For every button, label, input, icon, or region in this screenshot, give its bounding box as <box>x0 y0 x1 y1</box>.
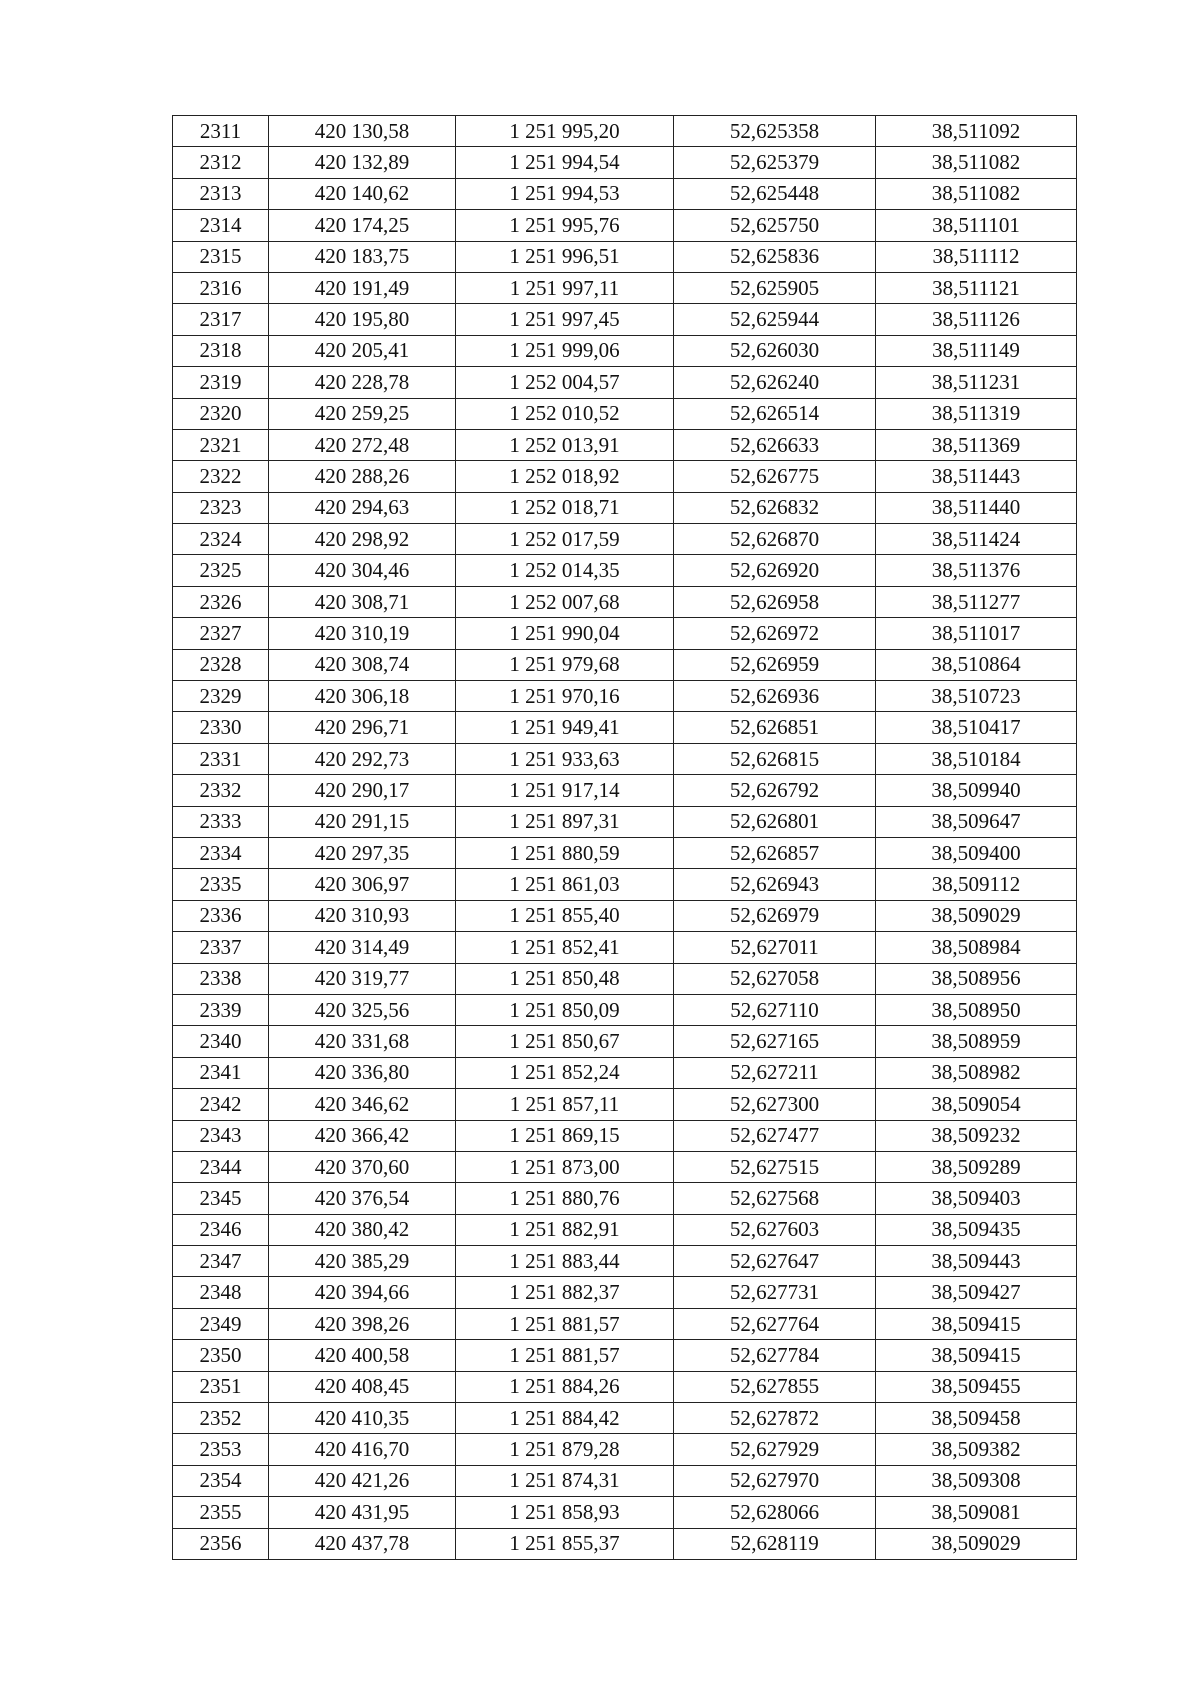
table-row <box>173 492 1077 523</box>
table-row <box>173 775 1077 806</box>
longitude-cell: 38,511017 <box>876 618 1077 649</box>
latitude-cell: 52,626851 <box>674 712 876 743</box>
longitude-cell: 38,509289 <box>876 1151 1077 1182</box>
y-coordinate-cell: 1 251 879,28 <box>456 1434 674 1465</box>
latitude-cell: 52,627872 <box>674 1403 876 1434</box>
point-number-cell: 2339 <box>173 994 269 1025</box>
x-coordinate-cell: 420 296,71 <box>269 712 456 743</box>
y-coordinate-cell: 1 251 882,91 <box>456 1214 674 1245</box>
point-number-cell: 2326 <box>173 586 269 617</box>
latitude-cell: 52,627058 <box>674 963 876 994</box>
point-number-cell: 2348 <box>173 1277 269 1308</box>
y-coordinate-cell: 1 251 869,15 <box>456 1120 674 1151</box>
x-coordinate-cell: 420 366,42 <box>269 1120 456 1151</box>
longitude-cell: 38,511319 <box>876 398 1077 429</box>
point-number-cell: 2329 <box>173 681 269 712</box>
y-coordinate-cell: 1 251 881,57 <box>456 1308 674 1339</box>
longitude-cell: 38,509458 <box>876 1403 1077 1434</box>
x-coordinate-cell: 420 376,54 <box>269 1183 456 1214</box>
point-number-cell: 2340 <box>173 1026 269 1057</box>
latitude-cell: 52,626801 <box>674 806 876 837</box>
latitude-cell: 52,626815 <box>674 743 876 774</box>
y-coordinate-cell: 1 252 014,35 <box>456 555 674 586</box>
latitude-cell: 52,625905 <box>674 272 876 303</box>
y-coordinate-cell: 1 251 884,42 <box>456 1403 674 1434</box>
x-coordinate-cell: 420 314,49 <box>269 932 456 963</box>
point-number-cell: 2334 <box>173 837 269 868</box>
x-coordinate-cell: 420 331,68 <box>269 1026 456 1057</box>
longitude-cell: 38,510184 <box>876 743 1077 774</box>
x-coordinate-cell: 420 400,58 <box>269 1340 456 1371</box>
point-number-cell: 2343 <box>173 1120 269 1151</box>
y-coordinate-cell: 1 251 996,51 <box>456 241 674 272</box>
table-row <box>173 649 1077 680</box>
latitude-cell: 52,627603 <box>674 1214 876 1245</box>
x-coordinate-cell: 420 292,73 <box>269 743 456 774</box>
table-row <box>173 398 1077 429</box>
x-coordinate-cell: 420 174,25 <box>269 210 456 241</box>
point-number-cell: 2318 <box>173 335 269 366</box>
y-coordinate-cell: 1 251 873,00 <box>456 1151 674 1182</box>
longitude-cell: 38,509029 <box>876 900 1077 931</box>
longitude-cell: 38,509455 <box>876 1371 1077 1402</box>
table-row <box>173 1403 1077 1434</box>
longitude-cell: 38,509435 <box>876 1214 1077 1245</box>
table-row <box>173 1026 1077 1057</box>
y-coordinate-cell: 1 251 857,11 <box>456 1089 674 1120</box>
latitude-cell: 52,628066 <box>674 1497 876 1528</box>
y-coordinate-cell: 1 251 933,63 <box>456 743 674 774</box>
point-number-cell: 2320 <box>173 398 269 429</box>
latitude-cell: 52,626972 <box>674 618 876 649</box>
y-coordinate-cell: 1 251 995,20 <box>456 116 674 147</box>
point-number-cell: 2328 <box>173 649 269 680</box>
table-row <box>173 618 1077 649</box>
y-coordinate-cell: 1 251 880,59 <box>456 837 674 868</box>
longitude-cell: 38,511126 <box>876 304 1077 335</box>
point-number-cell: 2319 <box>173 367 269 398</box>
x-coordinate-cell: 420 437,78 <box>269 1528 456 1559</box>
y-coordinate-cell: 1 251 855,37 <box>456 1528 674 1559</box>
point-number-cell: 2352 <box>173 1403 269 1434</box>
table-row <box>173 1434 1077 1465</box>
longitude-cell: 38,511112 <box>876 241 1077 272</box>
longitude-cell: 38,511424 <box>876 524 1077 555</box>
table-row <box>173 178 1077 209</box>
longitude-cell: 38,511443 <box>876 461 1077 492</box>
latitude-cell: 52,626943 <box>674 869 876 900</box>
longitude-cell: 38,509940 <box>876 775 1077 806</box>
y-coordinate-cell: 1 251 883,44 <box>456 1246 674 1277</box>
table-row <box>173 932 1077 963</box>
y-coordinate-cell: 1 252 010,52 <box>456 398 674 429</box>
y-coordinate-cell: 1 252 017,59 <box>456 524 674 555</box>
latitude-cell: 52,627929 <box>674 1434 876 1465</box>
table-row <box>173 367 1077 398</box>
point-number-cell: 2331 <box>173 743 269 774</box>
table-row <box>173 241 1077 272</box>
longitude-cell: 38,509443 <box>876 1246 1077 1277</box>
y-coordinate-cell: 1 251 881,57 <box>456 1340 674 1371</box>
y-coordinate-cell: 1 251 850,48 <box>456 963 674 994</box>
latitude-cell: 52,627477 <box>674 1120 876 1151</box>
longitude-cell: 38,511101 <box>876 210 1077 241</box>
latitude-cell: 52,626514 <box>674 398 876 429</box>
point-number-cell: 2355 <box>173 1497 269 1528</box>
latitude-cell: 52,627568 <box>674 1183 876 1214</box>
x-coordinate-cell: 420 336,80 <box>269 1057 456 1088</box>
y-coordinate-cell: 1 251 852,24 <box>456 1057 674 1088</box>
point-number-cell: 2314 <box>173 210 269 241</box>
table-row <box>173 900 1077 931</box>
table-row <box>173 524 1077 555</box>
latitude-cell: 52,625944 <box>674 304 876 335</box>
x-coordinate-cell: 420 310,19 <box>269 618 456 649</box>
longitude-cell: 38,508982 <box>876 1057 1077 1088</box>
table-row <box>173 586 1077 617</box>
y-coordinate-cell: 1 251 979,68 <box>456 649 674 680</box>
table-row <box>173 681 1077 712</box>
latitude-cell: 52,626959 <box>674 649 876 680</box>
point-number-cell: 2313 <box>173 178 269 209</box>
latitude-cell: 52,627970 <box>674 1465 876 1496</box>
latitude-cell: 52,626857 <box>674 837 876 868</box>
x-coordinate-cell: 420 370,60 <box>269 1151 456 1182</box>
y-coordinate-cell: 1 251 850,09 <box>456 994 674 1025</box>
point-number-cell: 2317 <box>173 304 269 335</box>
table-row <box>173 461 1077 492</box>
point-number-cell: 2354 <box>173 1465 269 1496</box>
longitude-cell: 38,511440 <box>876 492 1077 523</box>
point-number-cell: 2336 <box>173 900 269 931</box>
x-coordinate-cell: 420 294,63 <box>269 492 456 523</box>
x-coordinate-cell: 420 416,70 <box>269 1434 456 1465</box>
latitude-cell: 52,627110 <box>674 994 876 1025</box>
y-coordinate-cell: 1 251 917,14 <box>456 775 674 806</box>
latitude-cell: 52,626920 <box>674 555 876 586</box>
table-row <box>173 712 1077 743</box>
longitude-cell: 38,509415 <box>876 1308 1077 1339</box>
table-row <box>173 963 1077 994</box>
y-coordinate-cell: 1 251 995,76 <box>456 210 674 241</box>
latitude-cell: 52,625379 <box>674 147 876 178</box>
latitude-cell: 52,625448 <box>674 178 876 209</box>
longitude-cell: 38,509112 <box>876 869 1077 900</box>
latitude-cell: 52,627211 <box>674 1057 876 1088</box>
x-coordinate-cell: 420 319,77 <box>269 963 456 994</box>
y-coordinate-cell: 1 251 994,53 <box>456 178 674 209</box>
x-coordinate-cell: 420 298,92 <box>269 524 456 555</box>
longitude-cell: 38,509029 <box>876 1528 1077 1559</box>
y-coordinate-cell: 1 252 013,91 <box>456 429 674 460</box>
table-row <box>173 994 1077 1025</box>
longitude-cell: 38,511231 <box>876 367 1077 398</box>
x-coordinate-cell: 420 398,26 <box>269 1308 456 1339</box>
table-row <box>173 1151 1077 1182</box>
latitude-cell: 52,625358 <box>674 116 876 147</box>
point-number-cell: 2341 <box>173 1057 269 1088</box>
point-number-cell: 2342 <box>173 1089 269 1120</box>
y-coordinate-cell: 1 251 884,26 <box>456 1371 674 1402</box>
y-coordinate-cell: 1 251 855,40 <box>456 900 674 931</box>
latitude-cell: 52,627784 <box>674 1340 876 1371</box>
point-number-cell: 2349 <box>173 1308 269 1339</box>
table-row <box>173 147 1077 178</box>
point-number-cell: 2347 <box>173 1246 269 1277</box>
table-row <box>173 1528 1077 1559</box>
table-row <box>173 1120 1077 1151</box>
table-row <box>173 743 1077 774</box>
x-coordinate-cell: 420 205,41 <box>269 335 456 366</box>
point-number-cell: 2350 <box>173 1340 269 1371</box>
x-coordinate-cell: 420 132,89 <box>269 147 456 178</box>
longitude-cell: 38,509308 <box>876 1465 1077 1496</box>
y-coordinate-cell: 1 251 861,03 <box>456 869 674 900</box>
x-coordinate-cell: 420 325,56 <box>269 994 456 1025</box>
longitude-cell: 38,509427 <box>876 1277 1077 1308</box>
point-number-cell: 2346 <box>173 1214 269 1245</box>
longitude-cell: 38,510864 <box>876 649 1077 680</box>
x-coordinate-cell: 420 385,29 <box>269 1246 456 1277</box>
table-row <box>173 555 1077 586</box>
longitude-cell: 38,508956 <box>876 963 1077 994</box>
table-row <box>173 1277 1077 1308</box>
y-coordinate-cell: 1 251 997,45 <box>456 304 674 335</box>
x-coordinate-cell: 420 308,74 <box>269 649 456 680</box>
point-number-cell: 2333 <box>173 806 269 837</box>
latitude-cell: 52,627011 <box>674 932 876 963</box>
point-number-cell: 2335 <box>173 869 269 900</box>
x-coordinate-cell: 420 259,25 <box>269 398 456 429</box>
latitude-cell: 52,625836 <box>674 241 876 272</box>
table-row <box>173 1183 1077 1214</box>
longitude-cell: 38,509081 <box>876 1497 1077 1528</box>
x-coordinate-cell: 420 130,58 <box>269 116 456 147</box>
y-coordinate-cell: 1 251 997,11 <box>456 272 674 303</box>
point-number-cell: 2345 <box>173 1183 269 1214</box>
table-row <box>173 1308 1077 1339</box>
y-coordinate-cell: 1 251 880,76 <box>456 1183 674 1214</box>
longitude-cell: 38,509403 <box>876 1183 1077 1214</box>
x-coordinate-cell: 420 288,26 <box>269 461 456 492</box>
latitude-cell: 52,626030 <box>674 335 876 366</box>
point-number-cell: 2356 <box>173 1528 269 1559</box>
table-row <box>173 1089 1077 1120</box>
latitude-cell: 52,626958 <box>674 586 876 617</box>
longitude-cell: 38,509647 <box>876 806 1077 837</box>
table-row <box>173 1497 1077 1528</box>
point-number-cell: 2312 <box>173 147 269 178</box>
x-coordinate-cell: 420 191,49 <box>269 272 456 303</box>
longitude-cell: 38,510417 <box>876 712 1077 743</box>
point-number-cell: 2344 <box>173 1151 269 1182</box>
point-number-cell: 2353 <box>173 1434 269 1465</box>
longitude-cell: 38,508984 <box>876 932 1077 963</box>
table-row <box>173 837 1077 868</box>
longitude-cell: 38,508950 <box>876 994 1077 1025</box>
x-coordinate-cell: 420 304,46 <box>269 555 456 586</box>
y-coordinate-cell: 1 252 018,71 <box>456 492 674 523</box>
table-row <box>173 304 1077 335</box>
table-row <box>173 1465 1077 1496</box>
latitude-cell: 52,625750 <box>674 210 876 241</box>
x-coordinate-cell: 420 408,45 <box>269 1371 456 1402</box>
longitude-cell: 38,511121 <box>876 272 1077 303</box>
x-coordinate-cell: 420 306,18 <box>269 681 456 712</box>
longitude-cell: 38,509232 <box>876 1120 1077 1151</box>
latitude-cell: 52,627764 <box>674 1308 876 1339</box>
x-coordinate-cell: 420 195,80 <box>269 304 456 335</box>
x-coordinate-cell: 420 306,97 <box>269 869 456 900</box>
latitude-cell: 52,627647 <box>674 1246 876 1277</box>
longitude-cell: 38,511092 <box>876 116 1077 147</box>
latitude-cell: 52,626633 <box>674 429 876 460</box>
latitude-cell: 52,626832 <box>674 492 876 523</box>
latitude-cell: 52,626870 <box>674 524 876 555</box>
point-number-cell: 2322 <box>173 461 269 492</box>
table-row <box>173 806 1077 837</box>
latitude-cell: 52,627165 <box>674 1026 876 1057</box>
y-coordinate-cell: 1 252 007,68 <box>456 586 674 617</box>
coordinates-table <box>172 115 1077 1560</box>
y-coordinate-cell: 1 251 858,93 <box>456 1497 674 1528</box>
x-coordinate-cell: 420 394,66 <box>269 1277 456 1308</box>
point-number-cell: 2316 <box>173 272 269 303</box>
longitude-cell: 38,511149 <box>876 335 1077 366</box>
x-coordinate-cell: 420 431,95 <box>269 1497 456 1528</box>
y-coordinate-cell: 1 251 970,16 <box>456 681 674 712</box>
latitude-cell: 52,626936 <box>674 681 876 712</box>
table-row <box>173 210 1077 241</box>
x-coordinate-cell: 420 421,26 <box>269 1465 456 1496</box>
x-coordinate-cell: 420 308,71 <box>269 586 456 617</box>
point-number-cell: 2327 <box>173 618 269 649</box>
y-coordinate-cell: 1 251 852,41 <box>456 932 674 963</box>
point-number-cell: 2351 <box>173 1371 269 1402</box>
y-coordinate-cell: 1 251 874,31 <box>456 1465 674 1496</box>
latitude-cell: 52,627855 <box>674 1371 876 1402</box>
point-number-cell: 2330 <box>173 712 269 743</box>
latitude-cell: 52,627515 <box>674 1151 876 1182</box>
y-coordinate-cell: 1 252 004,57 <box>456 367 674 398</box>
y-coordinate-cell: 1 251 949,41 <box>456 712 674 743</box>
y-coordinate-cell: 1 251 999,06 <box>456 335 674 366</box>
latitude-cell: 52,626979 <box>674 900 876 931</box>
point-number-cell: 2321 <box>173 429 269 460</box>
coordinates-table-body <box>173 116 1077 1560</box>
longitude-cell: 38,511277 <box>876 586 1077 617</box>
latitude-cell: 52,627300 <box>674 1089 876 1120</box>
y-coordinate-cell: 1 251 850,67 <box>456 1026 674 1057</box>
point-number-cell: 2311 <box>173 116 269 147</box>
x-coordinate-cell: 420 346,62 <box>269 1089 456 1120</box>
latitude-cell: 52,626775 <box>674 461 876 492</box>
table-row <box>173 335 1077 366</box>
longitude-cell: 38,511082 <box>876 178 1077 209</box>
longitude-cell: 38,511376 <box>876 555 1077 586</box>
longitude-cell: 38,511369 <box>876 429 1077 460</box>
longitude-cell: 38,508959 <box>876 1026 1077 1057</box>
y-coordinate-cell: 1 252 018,92 <box>456 461 674 492</box>
table-row <box>173 1340 1077 1371</box>
point-number-cell: 2323 <box>173 492 269 523</box>
x-coordinate-cell: 420 140,62 <box>269 178 456 209</box>
table-row <box>173 272 1077 303</box>
longitude-cell: 38,510723 <box>876 681 1077 712</box>
x-coordinate-cell: 420 310,93 <box>269 900 456 931</box>
table-row <box>173 1214 1077 1245</box>
longitude-cell: 38,509054 <box>876 1089 1077 1120</box>
x-coordinate-cell: 420 291,15 <box>269 806 456 837</box>
table-row <box>173 116 1077 147</box>
y-coordinate-cell: 1 251 897,31 <box>456 806 674 837</box>
table-row <box>173 1057 1077 1088</box>
point-number-cell: 2315 <box>173 241 269 272</box>
longitude-cell: 38,509415 <box>876 1340 1077 1371</box>
x-coordinate-cell: 420 228,78 <box>269 367 456 398</box>
table-row <box>173 869 1077 900</box>
point-number-cell: 2324 <box>173 524 269 555</box>
x-coordinate-cell: 420 410,35 <box>269 1403 456 1434</box>
latitude-cell: 52,626792 <box>674 775 876 806</box>
table-row <box>173 1371 1077 1402</box>
x-coordinate-cell: 420 183,75 <box>269 241 456 272</box>
x-coordinate-cell: 420 290,17 <box>269 775 456 806</box>
point-number-cell: 2337 <box>173 932 269 963</box>
longitude-cell: 38,511082 <box>876 147 1077 178</box>
longitude-cell: 38,509382 <box>876 1434 1077 1465</box>
y-coordinate-cell: 1 251 882,37 <box>456 1277 674 1308</box>
point-number-cell: 2338 <box>173 963 269 994</box>
latitude-cell: 52,628119 <box>674 1528 876 1559</box>
table-row <box>173 1246 1077 1277</box>
y-coordinate-cell: 1 251 994,54 <box>456 147 674 178</box>
point-number-cell: 2325 <box>173 555 269 586</box>
x-coordinate-cell: 420 272,48 <box>269 429 456 460</box>
y-coordinate-cell: 1 251 990,04 <box>456 618 674 649</box>
table-row <box>173 429 1077 460</box>
latitude-cell: 52,627731 <box>674 1277 876 1308</box>
latitude-cell: 52,626240 <box>674 367 876 398</box>
x-coordinate-cell: 420 380,42 <box>269 1214 456 1245</box>
point-number-cell: 2332 <box>173 775 269 806</box>
x-coordinate-cell: 420 297,35 <box>269 837 456 868</box>
longitude-cell: 38,509400 <box>876 837 1077 868</box>
